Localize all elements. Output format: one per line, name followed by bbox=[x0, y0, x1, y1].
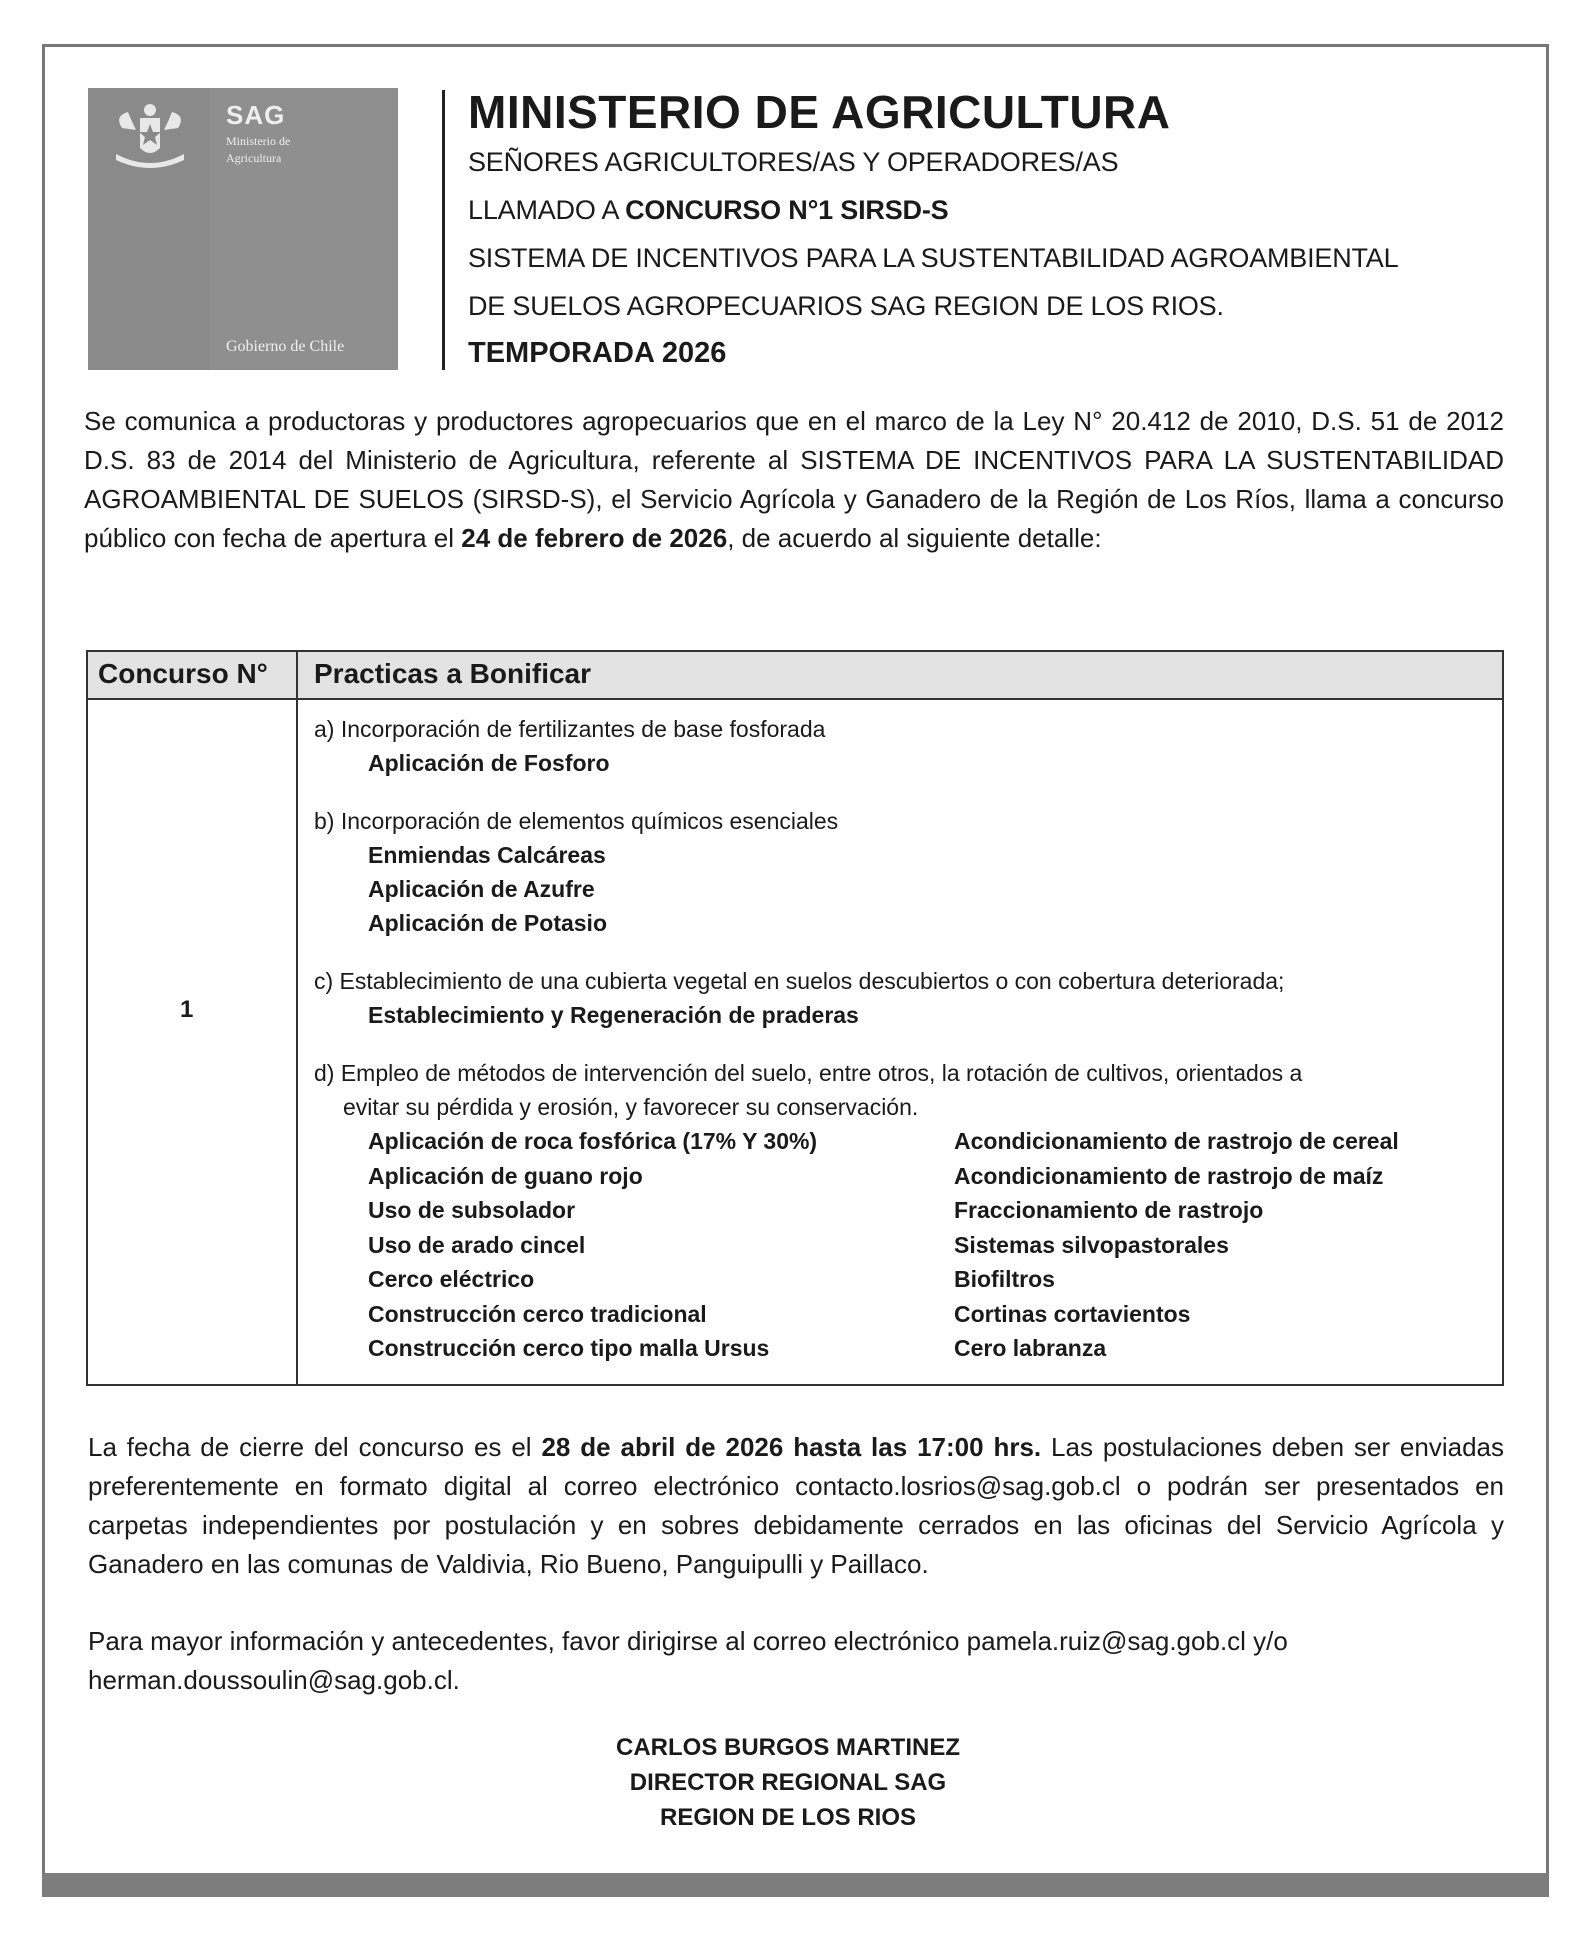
intro-text-end: , de acuerdo al siguiente detalle: bbox=[727, 523, 1102, 553]
table-column-divider bbox=[296, 652, 298, 1384]
signature-name: CARLOS BURGOS MARTINEZ bbox=[616, 1734, 960, 1761]
closing-prefix: La fecha de cierre del concurso es el bbox=[88, 1432, 542, 1462]
list-item: Cortinas cortavientos bbox=[954, 1300, 1191, 1327]
signature-block bbox=[0, 1730, 1576, 1835]
list-item: Establecimiento y Regeneración de praderas bbox=[368, 1002, 859, 1028]
page-title: MINISTERIO DE AGRICULTURA bbox=[468, 86, 1171, 138]
list-item: Aplicación de roca fosfórica (17% Y 30%) bbox=[368, 1128, 818, 1154]
table-header-concurso: Concurso N° bbox=[98, 658, 268, 689]
list-item: Biofiltros bbox=[954, 1266, 1055, 1292]
group-d-label-cont: evitar su pérdida y erosión, y favorecer su conservación. bbox=[343, 1094, 919, 1120]
header-call-bold: CONCURSO N°1 SIRSD-S bbox=[625, 195, 949, 225]
logo-agency: SAG bbox=[226, 100, 286, 130]
list-item: Aplicación de Potasio bbox=[368, 910, 607, 936]
group-a bbox=[314, 712, 1484, 780]
group-d-left-column bbox=[368, 1124, 954, 1366]
table-header-practicas: Practicas a Bonificar bbox=[314, 658, 592, 689]
list-item: Construcción cerco tipo malla Ursus bbox=[368, 1335, 770, 1361]
logo-government: Gobierno de Chile bbox=[226, 338, 345, 355]
bottom-bar bbox=[42, 1873, 1549, 1897]
sag-logo bbox=[88, 88, 398, 370]
header-call bbox=[468, 186, 1528, 234]
header-system-line2: DE SUELOS AGROPECUARIOS SAG REGION DE LOS RIOS. bbox=[468, 291, 1224, 321]
group-c-label: c) Establecimiento de una cubierta vegetal en suelos descubiertos o con cobertura deteriorada; bbox=[314, 968, 1285, 994]
practices-list bbox=[314, 712, 1484, 1390]
list-item: Aplicación de Fosforo bbox=[368, 750, 610, 776]
intro-paragraph bbox=[84, 402, 1504, 558]
group-b-label: b) Incorporación de elementos químicos esenciales bbox=[314, 808, 839, 834]
header bbox=[468, 86, 1528, 376]
list-item: Uso de arado cincel bbox=[368, 1231, 586, 1258]
list-item: Acondicionamiento de rastrojo de cereal bbox=[954, 1128, 1399, 1154]
concurso-number: 1 bbox=[180, 996, 194, 1023]
practices-table bbox=[86, 650, 1504, 1386]
header-system-line1: SISTEMA DE INCENTIVOS PARA LA SUSTENTABILIDAD AGROAMBIENTAL bbox=[468, 243, 1399, 273]
group-d-columns bbox=[368, 1124, 1484, 1366]
list-item: Acondicionamiento de rastrojo de maíz bbox=[954, 1162, 1384, 1189]
header-call-prefix: LLAMADO A bbox=[468, 195, 626, 225]
group-d-right-column bbox=[954, 1124, 1399, 1366]
header-season: TEMPORADA 2026 bbox=[468, 337, 727, 369]
signature-region: REGION DE LOS RIOS bbox=[659, 1804, 917, 1831]
list-item: Aplicación de Azufre bbox=[368, 876, 595, 902]
header-audience: SEÑORES AGRICULTORES/AS Y OPERADORES/AS bbox=[468, 147, 1119, 177]
intro-opening-date: 24 de febrero de 2026 bbox=[461, 523, 728, 553]
list-item: Sistemas silvopastorales bbox=[954, 1231, 1229, 1258]
signature-position: DIRECTOR REGIONAL SAG bbox=[629, 1769, 947, 1796]
closing-deadline: 28 de abril de 2026 hasta las 17:00 hrs. bbox=[541, 1432, 1042, 1462]
group-c bbox=[314, 964, 1484, 1032]
logo-ministry-line2: Agricultura bbox=[226, 151, 282, 165]
coat-of-arms-icon bbox=[88, 88, 210, 370]
table-header bbox=[88, 652, 1502, 700]
list-item: Aplicación de guano rojo bbox=[368, 1162, 643, 1189]
list-item: Cerco eléctrico bbox=[368, 1266, 535, 1292]
group-b bbox=[314, 804, 1484, 940]
group-d bbox=[314, 1056, 1484, 1366]
list-item: Enmiendas Calcáreas bbox=[368, 842, 606, 868]
list-item: Construcción cerco tradicional bbox=[368, 1300, 707, 1327]
group-d-label: d) Empleo de métodos de intervención del suelo, entre otros, la rotación de cultivos, orientados a bbox=[314, 1060, 1303, 1086]
logo-brand bbox=[226, 100, 290, 165]
closing-rest: Las postulaciones deben ser enviadas preferentemente en formato digital al correo electrónico contacto.losrios@sag.gob.cl o podrán ser presentados en carpetas independientes por postulación y en sobres debidamente cerrados en las oficinas del Servicio Agrícola y Ganadero en las comunas de Valdivia, Rio Bueno, Panguipulli y Paillaco. bbox=[88, 1432, 1505, 1579]
info-paragraph: Para mayor información y antecedentes, favor dirigirse al correo electrónico pamela.ruiz@sag.gob.cl y/o herman.doussoulin@sag.gob.cl. bbox=[88, 1626, 1288, 1695]
list-item: Fraccionamiento de rastrojo bbox=[954, 1197, 1264, 1223]
logo-ministry-line1: Ministerio de bbox=[226, 134, 291, 148]
header-divider bbox=[442, 90, 445, 370]
group-a-label: a) Incorporación de fertilizantes de base fosforada bbox=[314, 716, 826, 742]
list-item: Uso de subsolador bbox=[368, 1197, 576, 1223]
list-item: Cero labranza bbox=[954, 1335, 1107, 1361]
intro-text: Se comunica a productoras y productores agropecuarios que en el marco de la Ley N° 20.412 de 2010, D.S. 51 de 2012 D.S. 83 de 2014 del Ministerio de Agricultura, referente al SISTEMA DE INCENTIVOS PARA LA SUSTENTABILIDAD AGROAMBIENTAL DE SUELOS (SIRSD-S), el Servicio Agrícola y Ganadero de la Región de Los Ríos, llama a concurso público con fecha de apertura el bbox=[84, 406, 1504, 553]
closing-paragraph bbox=[88, 1428, 1504, 1584]
